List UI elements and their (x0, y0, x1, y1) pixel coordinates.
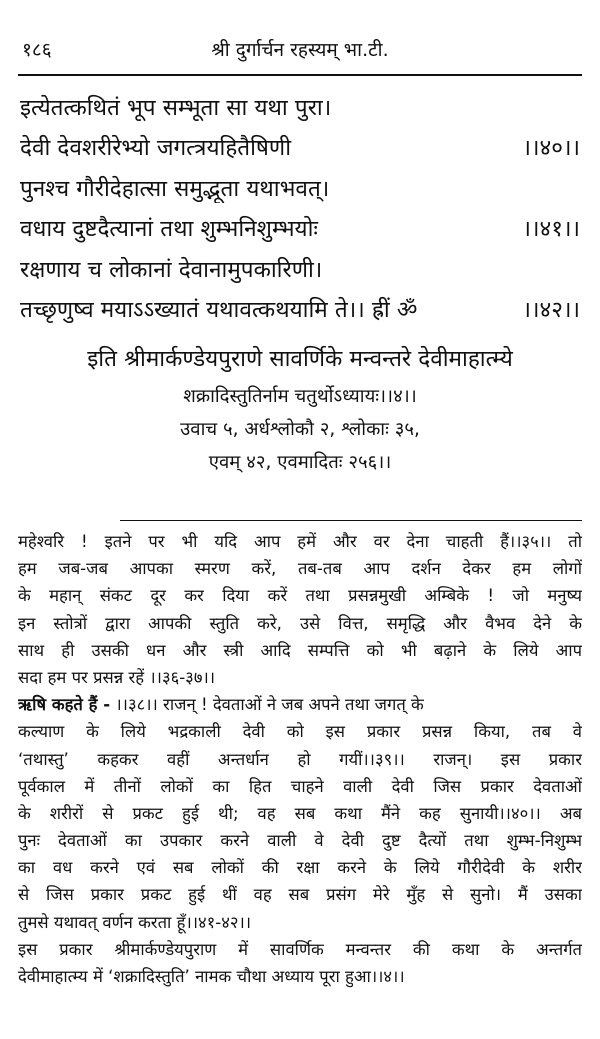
verse-text: वधाय दुष्टदैत्यानां तथा शुम्भनिशुम्भयोः (20, 216, 318, 243)
prose-line: के शरीरों से प्रकट हुई थी; वह सब कथा मैंने कह सुनायी।।४०।। अब (18, 803, 582, 823)
prose-line: महेश्वरि ! इतने पर भी यदि आप हमें और वर देना चाहती हैं।।३५।। तो (18, 532, 582, 551)
prose-line: के महान् संकट दूर कर दिया करें तथा प्रसन्नमुखी अम्बिके ! जो मनुष्य (18, 586, 582, 606)
verse-text: तच्छृणुष्व मयाऽऽख्यातं यथावत्कथयामि ते।। ह्रीं ॐ (20, 297, 418, 324)
prose-line: इस प्रकार श्रीमार्कण्डेयपुराण में सावर्णिक मन्वन्तर की कथा के अन्तर्गत (18, 939, 582, 959)
verse-text: रक्षणाय च लोकानां देवानामुपकारिणी। (20, 256, 323, 283)
prose-line: सदा हम पर प्रसन्न रहें ।।३६-३७।। (18, 667, 216, 687)
header-rule (18, 74, 582, 76)
colophon-line: इति श्रीमार्कण्डेयपुराणे सावर्णिके मन्वन्तरे देवीमाहात्म्ये (87, 346, 513, 372)
prose-line: से जिस प्रकार प्रकट हुई थीं वह सब प्रसंग मेरे मुँह से सुनो। मैं उसका (18, 885, 582, 905)
page-number: १८६ (22, 39, 52, 61)
chapter-colophon (10, 338, 590, 479)
colophon-line: शक्रादिस्तुतिर्नाम चतुर्थोऽध्यायः।।४।। (183, 386, 417, 407)
prose-line: देवीमाहात्म्य में ‘शक्रादिस्तुति’ नामक चौथा अध्याय पूरा हुआ।।४।। (18, 967, 405, 986)
verse-number: ।।४१।। (522, 216, 580, 243)
verse-line (20, 248, 580, 289)
section-divider (120, 520, 582, 521)
prose-line (18, 691, 582, 718)
prose-line: पुनः देवताओं का उपकार करने वाली वे देवी दुष्ट दैत्यों तथा शुम्भ-निशुम्भ (18, 831, 582, 851)
verse-line (20, 289, 580, 330)
verse-line (20, 127, 580, 168)
prose-line: तुमसे यथावत् वर्णन करता हूँ।।४१-४२।। (18, 912, 252, 932)
verse-line (20, 208, 580, 249)
verse-number: ।।४२।। (522, 297, 580, 324)
prose-line: इन स्तोत्रों द्वारा आपकी स्तुति करे, उसे वित्त, समृद्धि और वैभव देने के (18, 613, 582, 633)
colophon-line: एवम् ४२, एवमादितः २५६।। (208, 452, 392, 473)
prose-line: कल्याण के लिये भद्रकाली देवी को इस प्रकार प्रसन्न किया, तब वे (18, 722, 582, 742)
prose-line: हम जब-जब आपका स्मरण करें, तब-तब आप दर्शन देकर हम लोगों (18, 559, 582, 579)
verse-line (20, 167, 580, 208)
prose-line: पूर्वकाल में तीनों लोकों का हित चाहने वाली देवी जिस प्रकार देवताओं (18, 776, 582, 796)
colophon-line: उवाच ५, अर्धश्लोकौ २, श्लोकाः ३५, (180, 419, 420, 440)
prose-line: का वध करने एवं सब लोकों की रक्षा करने के लिये गौरीदेवी के शरीर (18, 858, 582, 878)
verse-number: ।।४०।। (522, 135, 580, 162)
verse-text: देवी देवशरीरेभ्यो जगत्त्रयहितैषिणी (20, 135, 292, 162)
verse-text: इत्येतत्कथितं भूप सम्भूता सा यथा पुरा। (20, 94, 332, 121)
page-header (18, 36, 582, 70)
running-title: श्री दुर्गार्चन रहस्यम् भा.टी. (211, 39, 389, 61)
prose-text: ।।३८।। राजन् ! देवताओं ने जब अपने तथा जगत् के (110, 695, 424, 715)
hindi-commentary (18, 528, 582, 990)
verse-line (20, 86, 580, 127)
verse-text: पुनश्च गौरीदेहात्सा समुद्भूता यथाभवत्। (20, 175, 330, 202)
speaker-label: ऋषि कहते हैं - (18, 695, 111, 715)
sanskrit-verses (20, 86, 580, 329)
prose-line: ‘तथास्तु’ कहकर वहीं अन्तर्धान हो गयीं।।३९।। राजन्। इस प्रकार (18, 749, 582, 769)
prose-line: साथ ही उसकी धन और स्त्री आदि सम्पत्ति को भी बढ़ाने के लिये आप (18, 640, 582, 660)
